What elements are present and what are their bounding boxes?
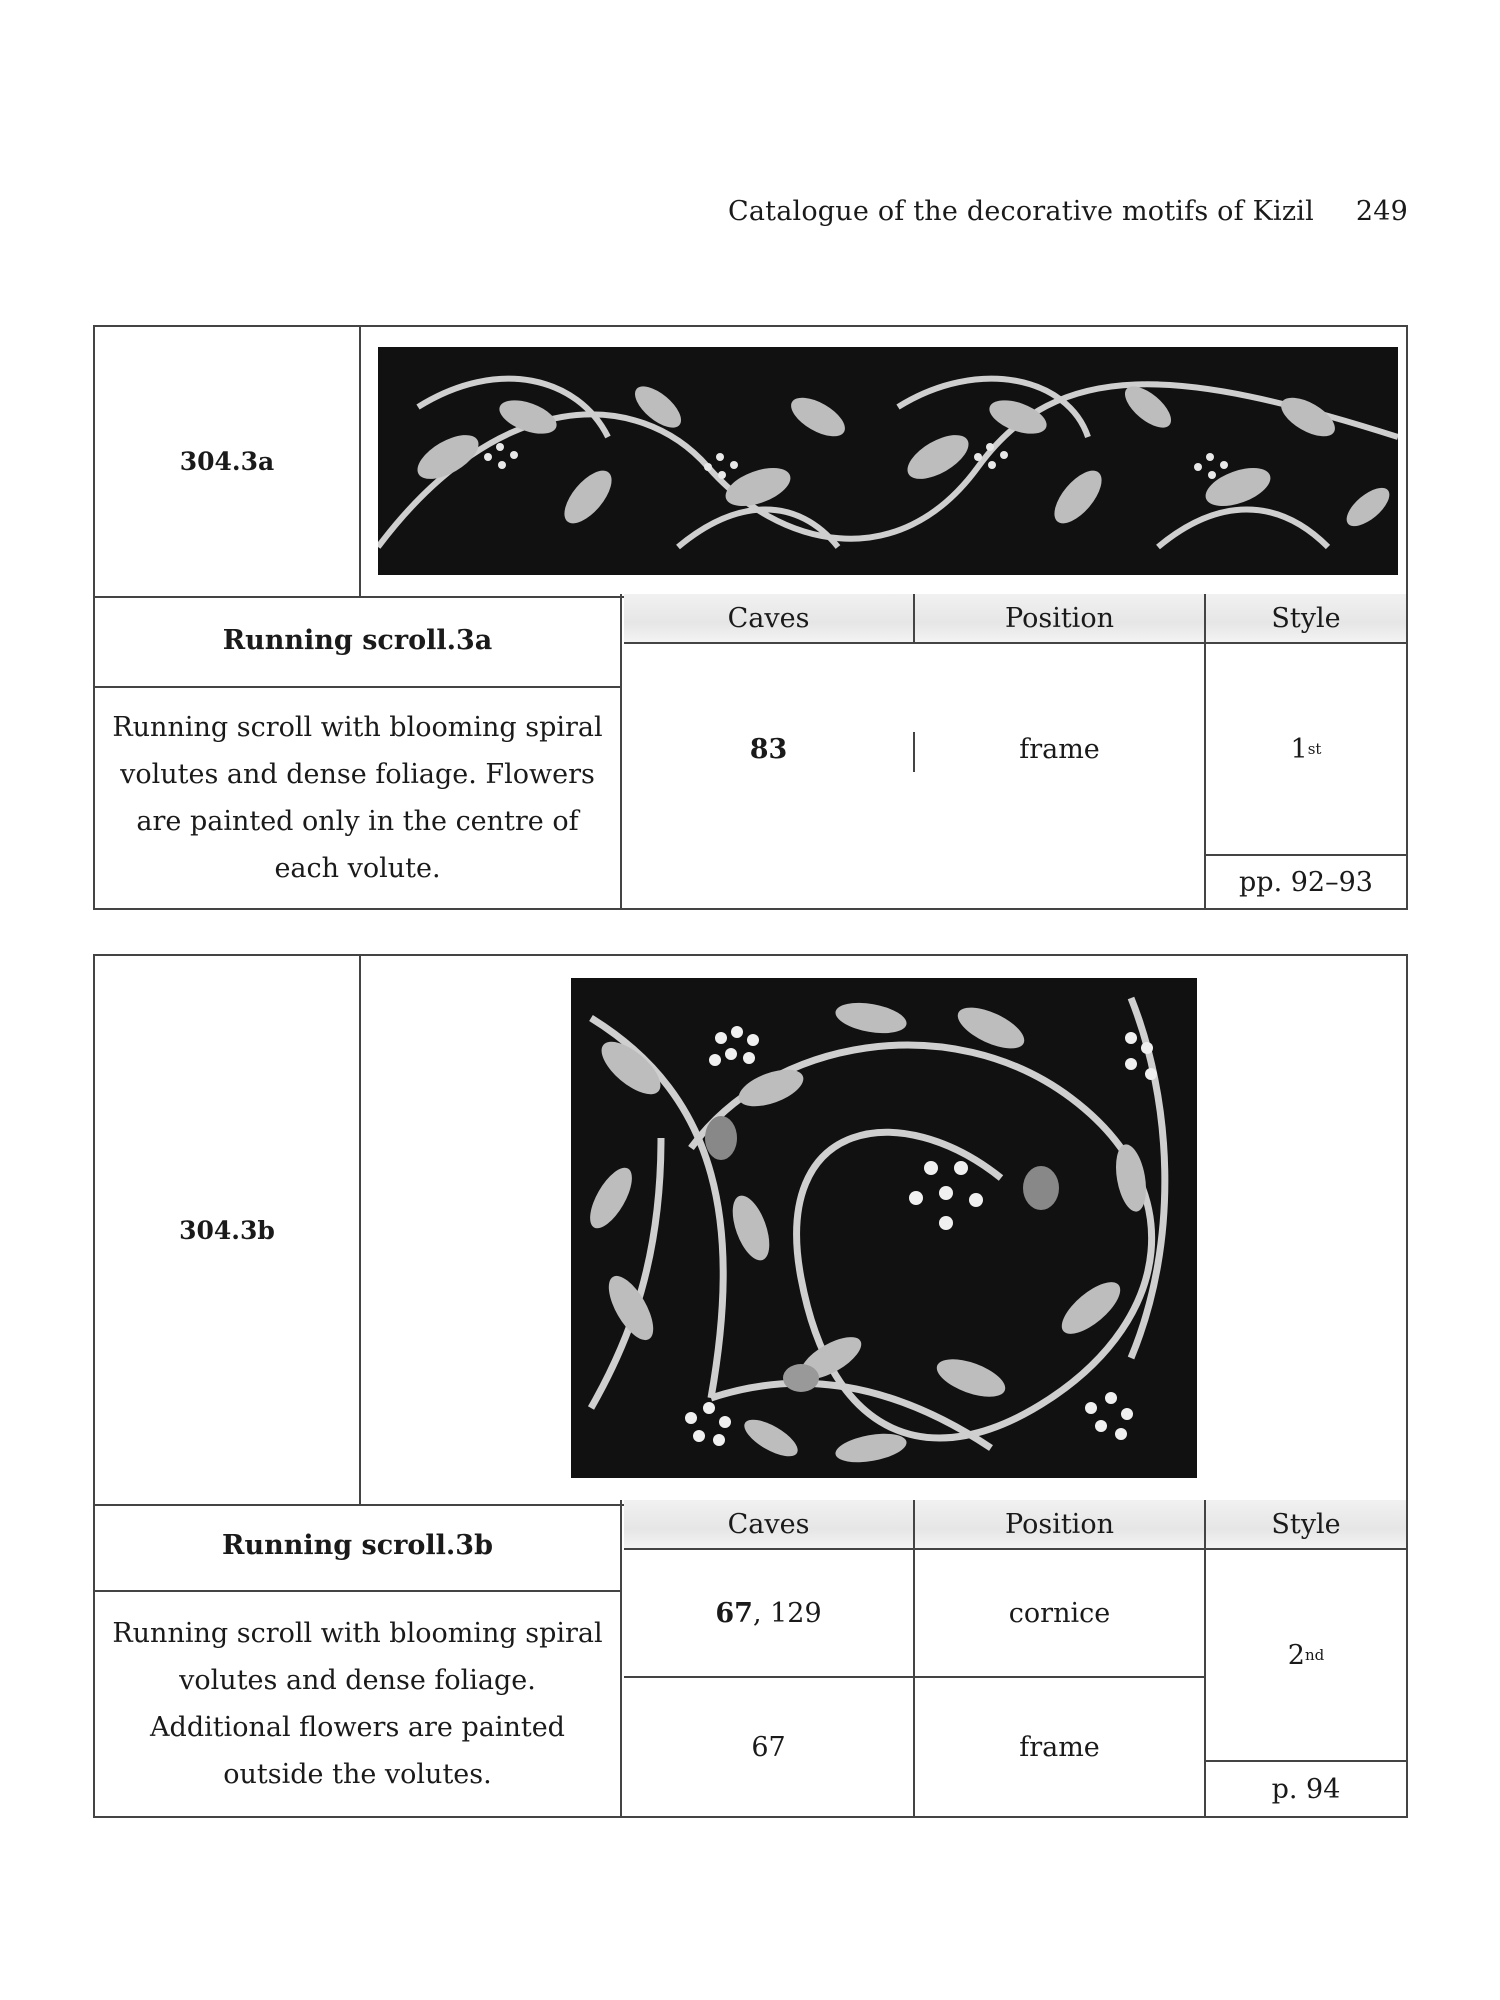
caves-value [624,644,913,854]
caves-value-bold: 67 [715,1597,753,1629]
page-number: 249 [1355,196,1408,227]
position-value: cornice [1008,1597,1111,1629]
motif-description: Running scroll with blooming spiral volutes and dense foliage. Flowers are painted only in the centre of each volute. [95,688,622,908]
catalogue-entry-304-3b [93,954,1408,1818]
catalogue-entry-304-3a [93,325,1408,910]
motif-code: 304.3a [95,327,361,596]
caves-header: Caves [624,594,913,644]
style-number: 1 [1290,733,1308,765]
caves-value-bold: 83 [749,733,788,765]
caves-value-rest: , 129 [752,1597,822,1629]
style-number: 2 [1287,1639,1305,1671]
caves-value-rest: 67 [751,1731,786,1763]
motif-description: Running scroll with blooming spiral volutes and dense foliage. Additional flowers are painted outside the volutes. [95,1592,622,1816]
style-value: 2 nd [1287,1639,1325,1671]
motif-name: Running scroll.3b [95,1500,622,1592]
motif-image-cell [361,956,1406,1504]
page-reference: p. 94 [1271,1773,1341,1805]
position-header: Position [915,594,1204,644]
caves-value [624,1550,913,1676]
position-value: frame [1019,1731,1100,1763]
header-divider [913,594,915,644]
motif-code: 304.3b [95,956,361,1504]
motif-image-cell [361,327,1406,596]
running-head [720,196,1410,236]
position-value: frame [1019,733,1100,765]
caves-value [624,1678,913,1816]
style-header: Style [1206,1500,1406,1550]
caves-header: Caves [624,1500,913,1550]
running-head-title: Catalogue of the decorative motifs of Kizil [728,196,1314,227]
motif-name: Running scroll.3a [95,594,622,688]
running-scroll-3b-image [571,978,1197,1478]
page-reference: pp. 92–93 [1239,866,1373,898]
position-header: Position [915,1500,1204,1550]
style-value: 1 st [1290,733,1322,765]
running-scroll-3a-image [378,347,1398,575]
style-header: Style [1206,594,1406,644]
